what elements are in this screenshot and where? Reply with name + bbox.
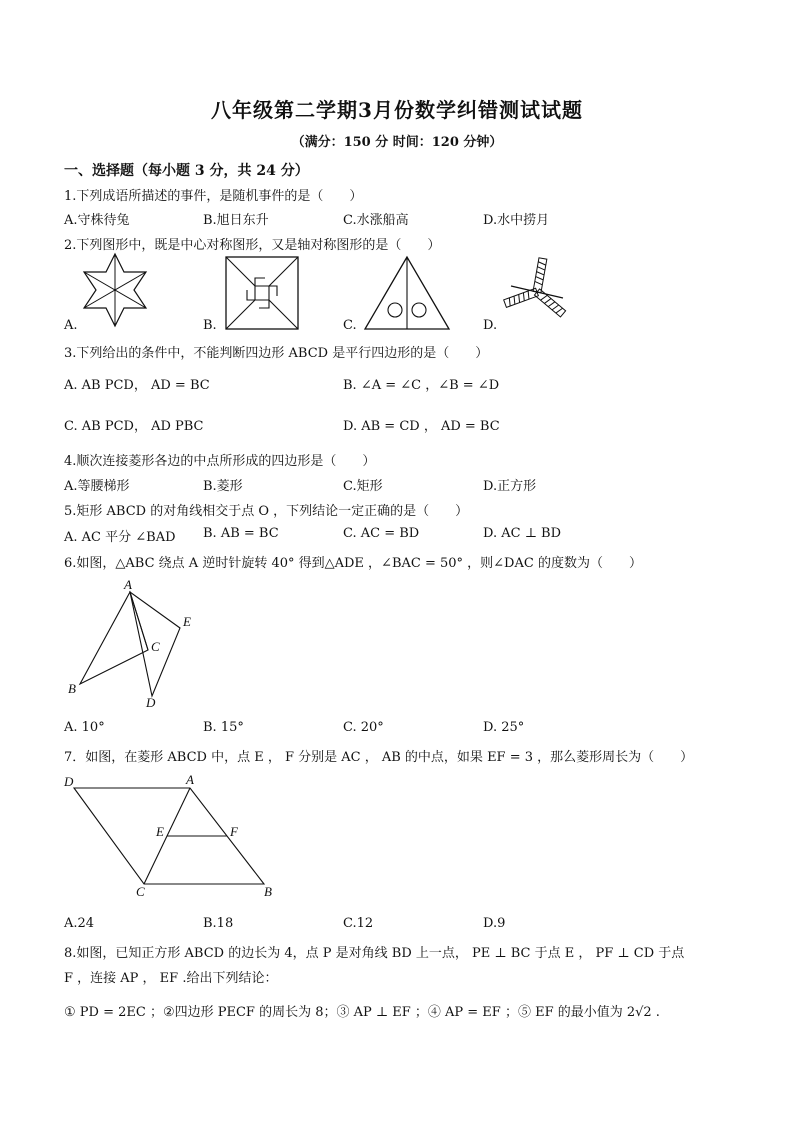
exam-info: （满分：150 分 时间：120 分钟）: [291, 135, 503, 150]
q5-option-c: C. AC = BD: [343, 526, 420, 541]
q6-label-d: D: [146, 695, 156, 710]
q1-option-c: C.水涨船高: [343, 213, 409, 228]
question-8-conclusions: ① PD = 2EC ；②四边形 PECF 的周长为 8；③ AP ⊥ EF ；④ AP = EF ；⑤ EF 的最小值为 2√2 .: [64, 1005, 660, 1020]
q4-option-b: B.菱形: [203, 479, 243, 494]
q6-label-a: A: [124, 577, 132, 592]
question-8-stem: 8.如图，已知正方形 ABCD 的边长为 4，点 P 是对角线 BD 上一点， PE ⊥ BC 于点 E ， PF ⊥ CD 于点: [64, 946, 685, 961]
q6-option-d: D. 25°: [483, 720, 525, 735]
section-heading: 一、选择题（每小题 3 分，共 24 分）: [64, 163, 309, 179]
q1-option-d: D.水中捞月: [483, 213, 550, 228]
q2-figure-c-triangle: [364, 256, 450, 330]
q2-figure-b-pinwheel: [225, 256, 299, 330]
q2-figure-a-star: [80, 252, 150, 328]
q3-option-d: D. AB = CD ， AD = BC: [343, 419, 500, 434]
q7-label-c: C: [136, 884, 145, 899]
q7-label-f: F: [230, 824, 238, 839]
q2-option-b: B.: [203, 318, 217, 333]
question-1-stem: 1.下列成语所描述的事件，是随机事件的是（ ）: [64, 189, 363, 204]
q3-option-b: B. ∠A = ∠C ，∠B = ∠D: [343, 378, 500, 393]
q7-option-d: D.9: [483, 916, 506, 931]
q1-option-a: A.守株待兔: [64, 213, 130, 228]
q7-option-b: B.18: [203, 916, 234, 931]
q6-label-e: E: [183, 614, 191, 629]
page-title: 八年级第二学期3月份数学纠错测试试题: [211, 98, 583, 122]
q3-option-c: C. AB PCD， AD PBC: [64, 419, 204, 434]
q5-option-a: A. AC 平分 ∠BAD: [64, 530, 176, 545]
q6-figure: [60, 576, 210, 712]
q1-option-b: B.旭日东升: [203, 213, 269, 228]
q6-option-a: A. 10°: [64, 720, 105, 735]
q7-label-a: A: [186, 772, 194, 787]
question-6-stem: 6.如图，△ABC 绕点 A 逆时针旋转 40° 得到△ADE ，∠BAC = 50° ，则∠DAC 的度数为（ ）: [64, 556, 642, 571]
q2-option-a: A.: [64, 318, 78, 333]
q7-figure: [60, 772, 290, 902]
q7-option-a: A.24: [64, 916, 95, 931]
q7-label-b: B: [264, 884, 272, 899]
q7-label-e: E: [156, 824, 164, 839]
question-3-stem: 3.下列给出的条件中，不能判断四边形 ABCD 是平行四边形的是（ ）: [64, 346, 489, 361]
q2-figure-d-windmill: [505, 256, 569, 328]
q4-option-c: C.矩形: [343, 479, 383, 494]
q2-option-d: D.: [483, 318, 498, 333]
q5-option-b: B. AB = BC: [203, 526, 279, 541]
q7-option-c: C.12: [343, 916, 374, 931]
q6-option-b: B. 15°: [203, 720, 244, 735]
question-4-stem: 4.顺次连接菱形各边的中点所形成的四边形是（ ）: [64, 454, 376, 469]
question-7-stem: 7．如图，在菱形 ABCD 中，点 E ， F 分别是 AC ， AB 的中点，如果 EF = 3 ，那么菱形周长为（ ）: [64, 750, 694, 765]
q4-option-a: A.等腰梯形: [64, 479, 130, 494]
q7-label-d: D: [64, 774, 74, 789]
q3-option-a: A. AB PCD， AD = BC: [64, 378, 210, 393]
q2-option-c: C.: [343, 318, 357, 333]
question-8-stem-continued: F ，连接 AP ， EF .给出下列结论：: [64, 971, 278, 986]
question-2-stem: 2.下列图形中，既是中心对称图形，又是轴对称图形的是（ ）: [64, 238, 441, 253]
q6-label-b: B: [68, 681, 76, 696]
question-5-stem: 5.矩形 ABCD 的对角线相交于点 O ，下列结论一定正确的是（ ）: [64, 504, 469, 519]
q4-option-d: D.正方形: [483, 479, 537, 494]
q6-option-c: C. 20°: [343, 720, 384, 735]
q5-option-d: D. AC ⊥ BD: [483, 526, 562, 541]
q6-label-c: C: [151, 639, 160, 654]
